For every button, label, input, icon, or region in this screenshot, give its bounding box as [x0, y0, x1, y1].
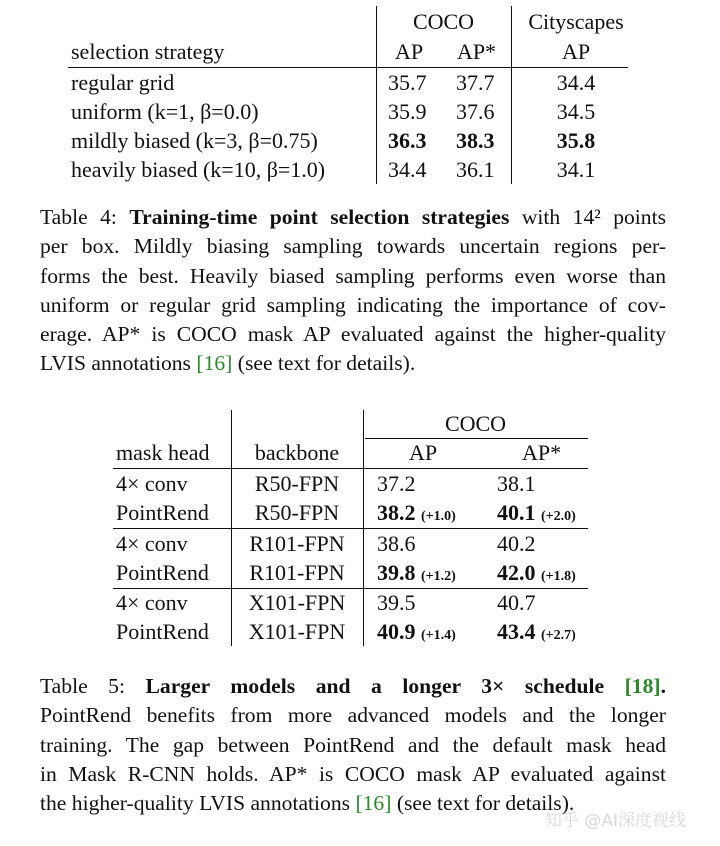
- t5-row-rule-1: [113, 528, 588, 529]
- t5-row-6-ap-delta: (+1.4): [421, 628, 456, 643]
- t4-caption-text-1: with 14² points: [521, 205, 666, 229]
- t5-row-2-ap-star: [497, 500, 576, 530]
- t4-row-1-cityscapes-ap: 34.4: [556, 70, 596, 95]
- t5-row-5-ap: 39.5: [377, 590, 416, 615]
- t5-row-1-backbone: R50-FPN: [254, 471, 340, 496]
- t5-caption-text-5b: (see text for details).: [396, 791, 575, 816]
- t5-row-2-ap-value: 38.2: [377, 500, 416, 525]
- t5-row-6-ap-value: 40.9: [377, 619, 416, 644]
- t5-row-3-backbone: R101-FPN: [249, 531, 345, 556]
- t5-caption-label: Table 5:: [40, 674, 125, 698]
- t5-row-6-ap-star-value: 43.4: [497, 619, 536, 644]
- t5-row-1-ap-star: 38.1: [497, 471, 536, 496]
- t4-header-cityscapes-ap: AP: [561, 39, 591, 64]
- t5-caption-line-1: [40, 672, 666, 701]
- t5-header-coco: COCO: [444, 411, 507, 436]
- t5-caption-title-citation-link[interactable]: [18]: [624, 674, 661, 698]
- t5-header-backbone: backbone: [254, 440, 340, 465]
- t5-row-2-ap-star-value: 40.1: [497, 500, 536, 525]
- t5-caption-text-5: the higher-quality LVIS annotations: [40, 791, 351, 816]
- t5-row-2-head: PointRend: [116, 500, 209, 525]
- t5-header-ap: AP: [409, 440, 438, 465]
- t4-caption-citation-link[interactable]: [16]: [196, 351, 233, 376]
- t4-caption-title: Training-time point selection strategies: [129, 205, 510, 229]
- t5-caption-line-4: in Mask R-CNN holds. AP* is COCO mask AP evaluated against: [40, 761, 666, 786]
- t4-header-coco-ap: AP: [394, 39, 424, 64]
- t4-caption-text-6: LVIS annotations: [40, 351, 191, 376]
- t5-row-1-head: 4× conv: [116, 471, 188, 496]
- t4-row-3-cityscapes-ap: 35.8: [556, 128, 596, 153]
- t4-caption-text-6b: (see text for details).: [237, 351, 416, 376]
- t4-row-2-strategy: uniform (k=1, β=0.0): [71, 99, 259, 124]
- t5-row-rule-2: [113, 588, 588, 589]
- t5-row-4-ap-star-value: 42.0: [497, 560, 536, 585]
- t4-row-1-strategy: regular grid: [71, 70, 175, 95]
- t4-row-2-coco-ap: 35.9: [388, 99, 427, 124]
- t5-row-6-backbone: X101-FPN: [248, 619, 346, 644]
- t4-header-coco-ap-star-text: AP*: [456, 39, 497, 64]
- t5-row-6-ap-star-delta: (+2.7): [541, 628, 576, 643]
- t5-row-3-head: 4× conv: [116, 531, 188, 556]
- t5-row-4-ap-star: [497, 560, 576, 590]
- t4-caption-label: Table 4:: [40, 205, 117, 229]
- t5-header-ap-star: AP*: [522, 440, 562, 465]
- t5-row-6-head: PointRend: [116, 619, 209, 644]
- t4-row-3-strategy: mildly biased (k=3, β=0.75): [71, 128, 318, 153]
- t5-row-4-ap: [377, 560, 456, 590]
- t4-row-3-coco-ap: 36.3: [388, 128, 427, 153]
- t4-caption-line-6: [40, 349, 666, 378]
- t5-caption-line-3: training. The gap between PointRend and the default mask head: [40, 732, 666, 757]
- t4-caption-line-4: uniform or regular grid sampling indicating the importance of cov-: [40, 292, 666, 317]
- t4-caption-line-1: [40, 203, 666, 232]
- t4-header-coco: COCO: [412, 9, 475, 34]
- t5-header-rule: [113, 468, 588, 469]
- t5-row-2-ap: [377, 500, 456, 530]
- t5-caption-citation-link[interactable]: [16]: [355, 791, 392, 816]
- t4-caption-line-2: per box. Mildly biasing sampling towards uncertain regions per-: [40, 234, 666, 259]
- t5-row-3-ap: 38.6: [377, 531, 416, 556]
- table-4-caption: [40, 203, 666, 379]
- t5-caption-title: Larger models and a longer 3× schedule: [145, 674, 605, 698]
- t4-row-2-coco-ap-star: 37.6: [456, 99, 495, 124]
- t5-group-rule: [365, 438, 588, 439]
- t5-row-4-backbone: R101-FPN: [249, 560, 345, 585]
- t4-row-2-cityscapes-ap: 34.5: [556, 99, 596, 124]
- t5-caption-line-2: PointRend benefits from more advanced models and the longer: [40, 703, 666, 728]
- t5-row-2-backbone: R50-FPN: [254, 500, 340, 525]
- t4-row-4-coco-ap-star: 36.1: [456, 157, 495, 182]
- t4-caption-line-3: forms the best. Heavily biased sampling performs even worse than: [40, 263, 666, 288]
- t4-row-4-coco-ap: 34.4: [388, 157, 427, 182]
- t4-row-4-cityscapes-ap: 34.1: [556, 157, 596, 182]
- t5-row-3-ap-star: 40.2: [497, 531, 536, 556]
- t5-row-6-ap-star: [497, 619, 576, 649]
- t5-row-5-head: 4× conv: [116, 590, 188, 615]
- t4-row-4-strategy: heavily biased (k=10, β=1.0): [71, 157, 326, 182]
- t5-row-4-head: PointRend: [116, 560, 209, 585]
- t4-header-selection-strategy: selection strategy: [71, 39, 225, 64]
- t5-row-5-backbone: X101-FPN: [248, 590, 346, 615]
- t4-row-1-coco-ap-star: 37.7: [456, 70, 495, 95]
- t5-row-6-ap: [377, 619, 456, 649]
- t5-row-5-ap-star: 40.7: [497, 590, 536, 615]
- t5-row-2-ap-delta: (+1.0): [421, 509, 456, 524]
- t4-row-1-coco-ap: 35.7: [388, 70, 427, 95]
- t4-header-cityscapes: Cityscapes: [528, 9, 624, 34]
- t5-header-mask-head: mask head: [116, 440, 210, 465]
- t5-row-4-ap-value: 39.8: [377, 560, 416, 585]
- t4-header-coco-ap-star: [442, 39, 511, 65]
- t5-row-4-ap-delta: (+1.2): [421, 569, 456, 584]
- t5-row-4-ap-star-delta: (+1.8): [541, 569, 576, 584]
- table-5-caption: [40, 672, 666, 818]
- t4-row-3-coco-ap-star: 38.3: [456, 128, 495, 153]
- t4-caption-line-5: erage. AP* is COCO mask AP evaluated against the higher-quality: [40, 322, 666, 347]
- t5-row-2-ap-star-delta: (+2.0): [541, 509, 576, 524]
- t5-caption-title-end: .: [660, 674, 666, 698]
- t4-header-rule: [68, 67, 628, 68]
- t5-row-1-ap: 37.2: [377, 471, 416, 496]
- watermark: 知乎 @AI深度视线: [545, 811, 687, 831]
